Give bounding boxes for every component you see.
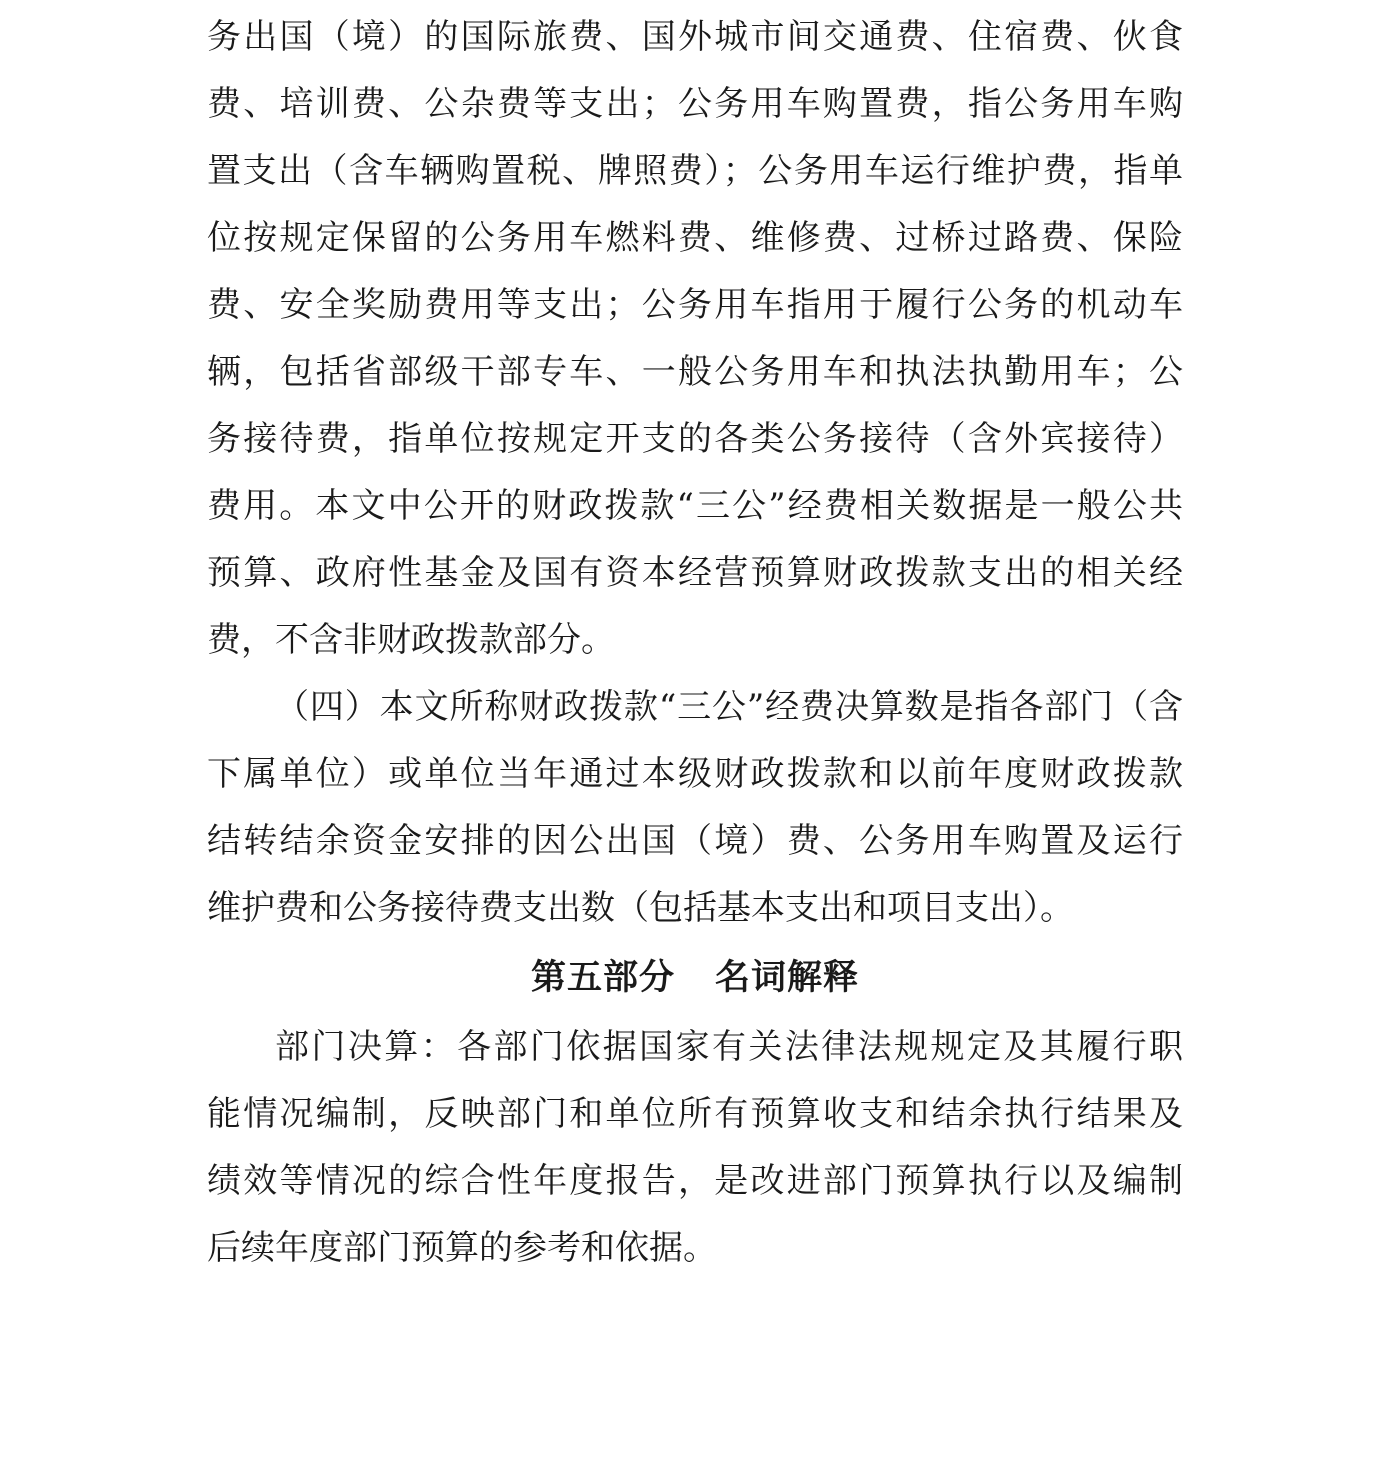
paragraph-final-accounts-scope bbox=[207, 674, 1183, 942]
document-page bbox=[207, 4, 1183, 1282]
paragraph-term-definition bbox=[207, 1014, 1183, 1282]
text-line: 务接待费，指单位按规定开支的各类公务接待（含外宾接待） bbox=[207, 419, 1183, 459]
text-line: 下属单位）或单位当年通过本级财政拨款和以前年度财政拨款 bbox=[207, 754, 1183, 794]
text-line: 辆，包括省部级干部专车、一般公务用车和执法执勤用车；公 bbox=[207, 352, 1183, 392]
section-heading-title: 名词解释 bbox=[715, 958, 860, 998]
text-line: 费，不含非财政拨款部分。 bbox=[207, 620, 615, 660]
text-line: 能情况编制，反映部门和单位所有预算收支和结余执行结果及 bbox=[207, 1094, 1183, 1134]
text-line: 后续年度部门预算的参考和依据。 bbox=[207, 1228, 717, 1268]
text-line: 部门决算：各部门依据国家有关法律法规规定及其履行职 bbox=[275, 1027, 1183, 1067]
text-line: 预算、政府性基金及国有资本经营预算财政拨款支出的相关经 bbox=[207, 553, 1183, 593]
paragraph-expense-definitions bbox=[207, 4, 1183, 674]
text-line: 置支出（含车辆购置税、牌照费）；公务用车运行维护费，指单 bbox=[207, 151, 1183, 191]
text-line: 绩效等情况的综合性年度报告，是改进部门预算执行以及编制 bbox=[207, 1161, 1183, 1201]
text-line: 费、安全奖励费用等支出；公务用车指用于履行公务的机动车 bbox=[207, 285, 1183, 325]
text-line: （四）本文所称财政拨款“三公”经费决算数是指各部门（含 bbox=[275, 687, 1183, 727]
text-line: 结转结余资金安排的因公出国（境）费、公务用车购置及运行 bbox=[207, 821, 1183, 861]
section-heading bbox=[207, 942, 1183, 1014]
text-line: 费、培训费、公杂费等支出；公务用车购置费，指公务用车购 bbox=[207, 84, 1183, 124]
text-line: 维护费和公务接待费支出数（包括基本支出和项目支出）。 bbox=[207, 888, 1074, 928]
text-line: 务出国（境）的国际旅费、国外城市间交通费、住宿费、伙食 bbox=[207, 17, 1183, 57]
text-line: 位按规定保留的公务用车燃料费、维修费、过桥过路费、保险 bbox=[207, 218, 1183, 258]
section-heading-part: 第五部分 bbox=[530, 958, 675, 998]
text-line: 费用。本文中公开的财政拨款“三公”经费相关数据是一般公共 bbox=[207, 486, 1183, 526]
